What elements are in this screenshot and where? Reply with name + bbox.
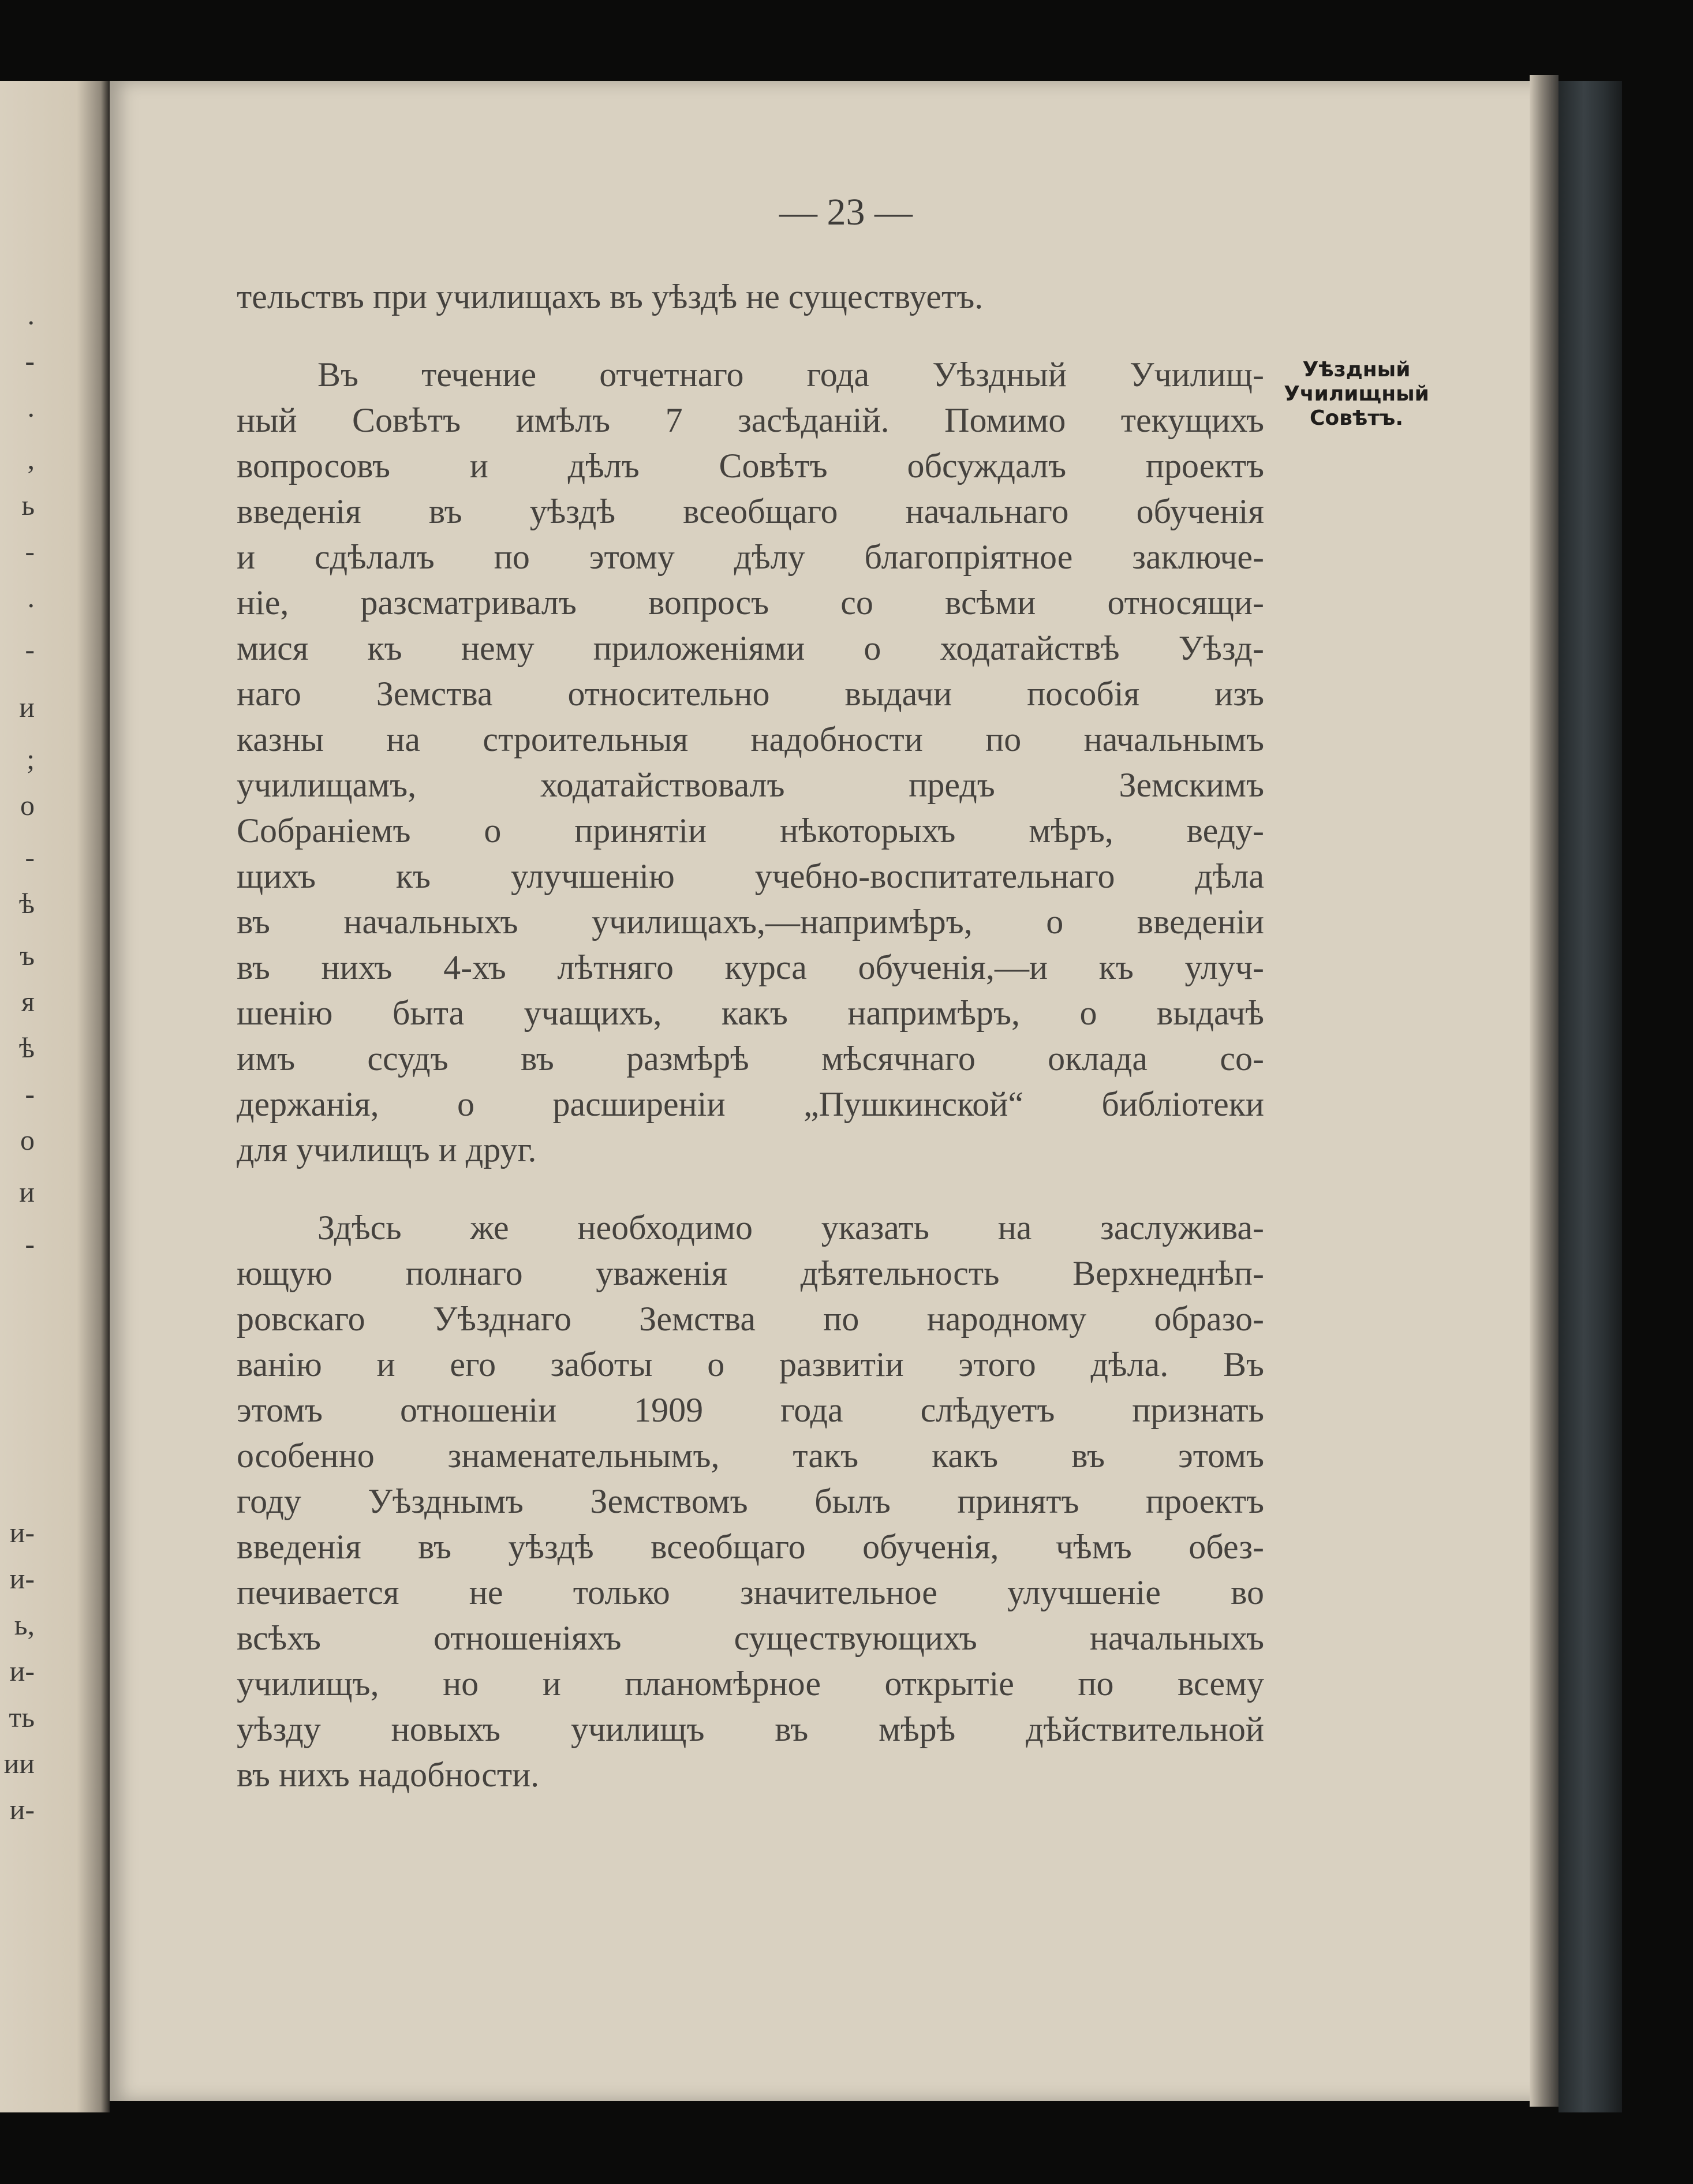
margin-note-line: Уѣздный <box>1302 358 1411 382</box>
text-line: въ нихъ 4-хъ лѣтняго курса обученія,—и къ улуч- <box>237 948 1264 986</box>
left-page-fragment: - <box>25 535 35 567</box>
left-page-fragment: , <box>27 443 35 475</box>
left-page-fragment: - <box>25 633 35 665</box>
text-line: училищъ, но и планомѣрное открытіе по всему <box>237 1665 1264 1703</box>
left-page-fragment: ; <box>27 743 35 775</box>
paragraph-gap <box>237 320 1264 352</box>
left-page-fragment: о <box>20 789 35 821</box>
paragraph <box>237 274 1264 320</box>
text-line: всѣхъ отношеніяхъ существующихъ начальныхъ <box>237 1619 1264 1657</box>
left-page-fragment: о <box>20 1124 35 1156</box>
text-line: введенія въ уѣздѣ всеобщаго начальнаго обученія <box>237 492 1264 530</box>
text-line: ровскаго Уѣзднаго Земства по народному образо- <box>237 1300 1264 1338</box>
left-page-fragment: . <box>27 298 35 331</box>
left-page-fragment: ть <box>9 1701 35 1733</box>
text-line: печивается не только значительное улучшеніе во <box>237 1573 1264 1611</box>
text-line: Здѣсь же необходимо указать на заслужива- <box>317 1209 1264 1247</box>
page-edge <box>1530 75 1559 2107</box>
left-page-fragment: ѣ <box>18 887 35 919</box>
text-line: ніе, разсматривалъ вопросъ со всѣми относящи- <box>237 584 1264 622</box>
left-page-fragment: ь, <box>14 1609 35 1641</box>
text-line: въ нихъ надобности. <box>237 1756 540 1794</box>
text-line: этомъ отношеніи 1909 года слѣдуетъ признать <box>237 1391 1264 1429</box>
left-page-fragment: и- <box>9 1655 35 1687</box>
text-line: тельствъ при училищахъ въ уѣздѣ не существуетъ. <box>237 278 984 316</box>
text-line: казны на строительныя надобности по начальнымъ <box>237 720 1264 758</box>
text-line: введенія въ уѣздѣ всеобщаго обученія, чѣмъ обез- <box>237 1528 1264 1566</box>
page-number: — 23 — <box>779 191 913 233</box>
margin-note-line: Совѣтъ. <box>1309 406 1404 430</box>
text-line: держанія, о расширеніи „Пушкинской“ библіотеки <box>237 1085 1264 1123</box>
left-page-fragment: и <box>19 691 35 723</box>
text-line: году Уѣзднымъ Земствомъ былъ принятъ проектъ <box>237 1482 1264 1520</box>
text-line: особенно знаменательнымъ, такъ какъ въ этомъ <box>237 1437 1264 1475</box>
text-line: ванію и его заботы о развитіи этого дѣла. Въ <box>237 1345 1264 1383</box>
text-line: наго Земства относительно выдачи пособія изъ <box>237 675 1264 713</box>
paragraph <box>237 352 1264 1173</box>
left-page-fragment: и- <box>9 1793 35 1826</box>
left-page-fragment: . <box>27 391 35 423</box>
text-line: уѣзду новыхъ училищъ въ мѣрѣ дѣйствительной <box>237 1710 1264 1748</box>
left-page-fragment: - <box>25 1228 35 1260</box>
paragraph-gap <box>237 1173 1264 1205</box>
left-page-fragment: и- <box>9 1562 35 1595</box>
left-page-fragment: ъ <box>20 939 35 971</box>
text-line: ющую полнаго уваженія дѣятельность Верхнеднѣп- <box>237 1254 1264 1292</box>
paragraph <box>237 1205 1264 1798</box>
left-page-fragment: ии <box>3 1747 35 1779</box>
left-page-fragment: - <box>25 1078 35 1110</box>
text-line: для училищъ и друг. <box>237 1131 537 1169</box>
text-line: въ начальныхъ училищахъ,—напримѣръ, о введеніи <box>237 903 1264 941</box>
text-line: Собраніемъ о принятіи нѣкоторыхъ мѣръ, веду- <box>237 811 1264 850</box>
left-page-fragment: и- <box>9 1516 35 1549</box>
book-cover <box>1559 81 1622 2112</box>
left-page-fragment: ь <box>21 489 35 521</box>
text-line: шенію быта учащихъ, какъ напримѣръ, о выдачѣ <box>237 994 1264 1032</box>
left-page-fragment: ѣ <box>18 1031 35 1064</box>
margin-note-line: Училищный <box>1284 382 1429 406</box>
left-page-fragment: я <box>21 985 35 1018</box>
left-page-fragment: - <box>25 841 35 873</box>
left-page-fragment: - <box>25 345 35 377</box>
margin-note <box>1273 358 1440 431</box>
text-line: и сдѣлалъ по этому дѣлу благопріятное заключе- <box>237 538 1264 576</box>
text-line: ный Совѣтъ имѣлъ 7 засѣданій. Помимо текущихъ <box>237 401 1264 439</box>
body-text <box>237 274 1264 1798</box>
left-page-fragment: . <box>27 581 35 614</box>
text-line: Въ течение отчетнаго года Уѣздный Училищ- <box>317 356 1264 394</box>
text-line: училищамъ, ходатайствовалъ предъ Земскимъ <box>237 766 1264 804</box>
text-line: имъ ссудъ въ размѣрѣ мѣсячнаго оклада со- <box>237 1039 1264 1078</box>
text-line: вопросовъ и дѣлъ Совѣтъ обсуждалъ проектъ <box>237 447 1264 485</box>
text-line: щихъ къ улучшенію учебно-воспитательнаго дѣла <box>237 857 1264 895</box>
left-page-fragment: и <box>19 1176 35 1208</box>
text-line: мися къ нему приложеніями о ходатайствѣ Уѣзд- <box>237 629 1264 667</box>
